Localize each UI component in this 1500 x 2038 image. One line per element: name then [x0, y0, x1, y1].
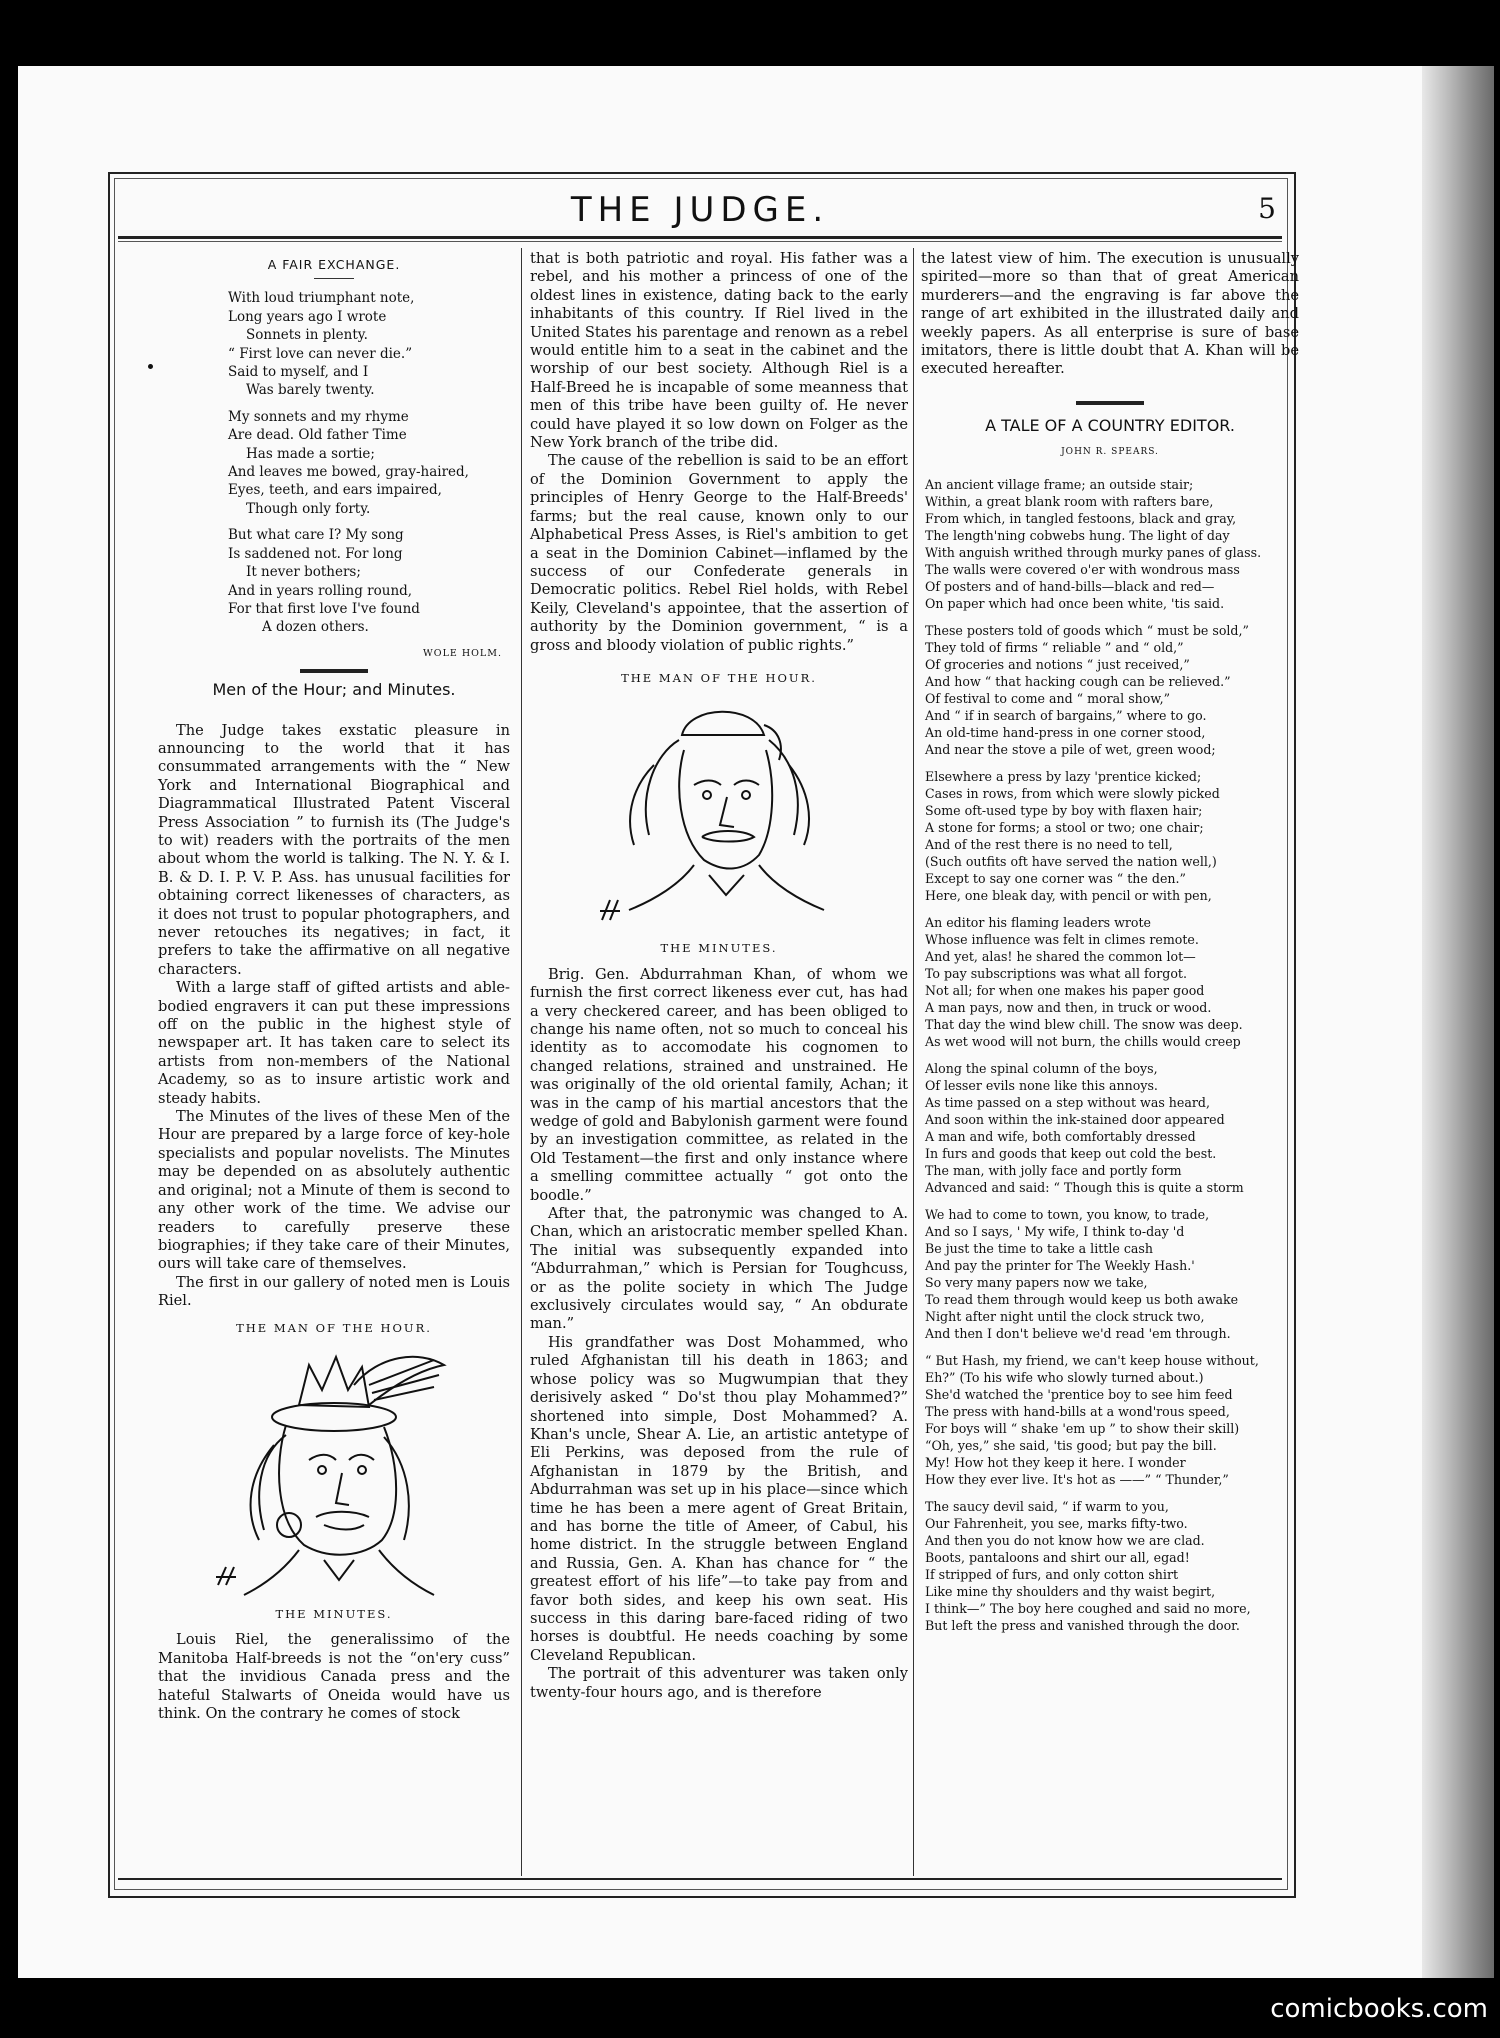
poem-line: And near the stove a pile of wet, green wood; [925, 741, 1216, 757]
poem-line: If stripped of furs, and only cotton shirt [925, 1566, 1179, 1582]
poem-line: The length'ning cobwebs hung. The light of day [925, 527, 1230, 543]
article-paragraph: Louis Riel, the generalissimo of the Manitoba Half-breeds is not the “on'ery cuss” that the invidious Canada press and the hateful Stalwarts of Oneida would have us think. On the contrary he comes of stock [158, 1631, 510, 1722]
poem-line: And leaves me bowed, gray-haired, [228, 464, 469, 481]
poem-line: But left the press and vanished through the door. [925, 1617, 1240, 1633]
article-paragraph: With a large staff of gifted artists and able-bodied engravers it can put these impressions off on the public in the highest style of newspaper art. It has taken care to select its artists from non-members of the National Academy, so as to insure artistic work and steady habits. [158, 979, 510, 1107]
poem-line: Was barely twenty. [246, 382, 375, 399]
poem-line: With anguish writhed through murky panes of glass. [925, 544, 1262, 560]
masthead-title: THE JUDGE. [570, 190, 830, 230]
poem-line: Eyes, teeth, and ears impaired, [228, 482, 442, 499]
poem-line: On paper which had once been white, 'tis said. [925, 595, 1225, 611]
article-paragraph: the latest view of him. The execution is unusually spirited—more so than that of great American murderers—and the engraving is far above the range of art exhibited in the illustrated daily and weekly papers. As all enterprise is sure of base imitators, there is little doubt that A. Khan will be executed hereafter. [921, 250, 1299, 378]
poem-line: And then I don't believe we'd read 'em through. [925, 1325, 1231, 1341]
poem-line: Along the spinal column of the boys, [925, 1060, 1158, 1076]
poem-line: Sonnets in plenty. [246, 327, 368, 344]
poem-line: To read them through would keep us both awake [925, 1291, 1239, 1307]
poem-line: Though only forty. [246, 500, 371, 517]
poem-line: For that first love I've found [228, 600, 420, 617]
poem-signature: WOLE HOLM. [423, 647, 502, 659]
poem-line: Here, one bleak day, with pencil or with pen, [925, 887, 1212, 903]
column-rule-1 [521, 248, 522, 1876]
poem-line: Of posters and of hand-bills—black and red— [925, 578, 1215, 594]
poem-line: An ancient village frame; an outside stair; [925, 476, 1194, 492]
article-paragraph: After that, the patronymic was changed to A. Chan, which an aristocratic member spelled Khan. The initial was subsequently expanded into “Abdurrahman,” which is Persian for Toughcuss, or as the polite society in which The Judge exclusively circulates would say, “ An obdurate man.” [530, 1205, 908, 1333]
poem-line: Night after night until the clock struck two, [925, 1308, 1205, 1324]
poem-line: A dozen others. [262, 619, 369, 636]
headline-men-of-the-hour: Men of the Hour; and Minutes. [212, 680, 456, 700]
poem-line: Like mine thy shoulders and thy waist begirt, [925, 1583, 1216, 1599]
masthead-rule [118, 236, 1282, 239]
poem-line: As wet wood will not burn, the chills would creep [925, 1033, 1241, 1049]
poem-line: From which, in tangled festoons, black and gray, [925, 510, 1237, 526]
poem-line: They told of firms “ reliable ” and “ old,” [925, 639, 1184, 655]
poem-line: Is saddened not. For long [228, 545, 403, 562]
column-1 [158, 250, 510, 1723]
article-paragraph: that is both patriotic and royal. His father was a rebel, and his mother a princess of one of the oldest lines in existence, dating back to the early inhabitants of this country. If Riel lived in the United States his parentage and renown as a rebel would entitle him to a seat in the cabinet and the worship of our best society. Although Riel is a Half-Breed he is incapable of some meanness that men of this tribe have been guilty of. He never could have played it so low down on Folger as the New York branch of the tribe did. [530, 250, 908, 452]
poem-line: A man and wife, both comfortably dressed [925, 1128, 1196, 1144]
poem-line: Elsewhere a press by lazy 'prentice kicked; [925, 768, 1202, 784]
poem-line: My sonnets and my rhyme [228, 408, 409, 425]
poem-line: And “ if in search of bargains,” where to go. [925, 707, 1207, 723]
poem-line: An old-time hand-press in one corner stood, [925, 724, 1206, 740]
poem-line: And in years rolling round, [228, 582, 413, 599]
book-binding [1422, 66, 1494, 1978]
poem-line: For boys will “ shake 'em up ” to show their skill) [925, 1420, 1240, 1436]
bottom-rule [118, 1878, 1282, 1880]
poem-line: Of festival to come and “ moral show,” [925, 690, 1171, 706]
poem-line: That day the wind blew chill. The snow was deep. [925, 1016, 1243, 1032]
poem-line: I think—” The boy here coughed and said no more, [925, 1600, 1251, 1616]
poem-line: To pay subscriptions was what all forgot. [925, 965, 1187, 981]
riel-caricature [204, 1345, 464, 1597]
poem-line: And of the rest there is no need to tell, [925, 836, 1173, 852]
section-rule [300, 669, 368, 673]
poem-line: The walls were covered o'er with wondrous mass [925, 561, 1240, 577]
poem-line: My! How hot they keep it here. I wonder [925, 1454, 1186, 1470]
poem-line: (Such outfits oft have served the nation well,) [925, 853, 1217, 869]
poem-line: A man pays, now and then, in truck or wood. [925, 999, 1212, 1015]
article-paragraph: The Judge takes exstatic pleasure in announcing to the world that it has consummated arrangements with the “ New York and International Biographical and Diagrammatical Illustrated Patent Visceral Press Association ” to furnish its (The Judge's to wit) readers with the portraits of the men about whom the world is talking. The N. Y. & I. B. & D. I. P. V. P. Ass. has unusual facilities for obtaining correct likenesses of characters, as it does not trust to popular photographers, and never retouches its negatives; in fact, it prefers to take the affirmative on all negative characters. [158, 721, 510, 978]
caption-man-of-the-hour: THE MAN OF THE HOUR. [236, 1320, 432, 1335]
poem-line: Long years ago I wrote [228, 308, 387, 325]
poem-line: The saucy devil said, “ if warm to you, [925, 1498, 1169, 1514]
article-paragraph: The cause of the rebellion is said to be an effort of the Dominion Government to apply the principles of Henry George to the Half-Breeds' farms; but the real cause, known only to our Alphabetical Press Asses, is Riel's ambition to get a seat in the Dominion Cabinet—inflamed by the success of our Confederate generals in Democratic politics. Rebel Riel holds, with Rebel Keily, Cleveland's appointee, that the assertion of authority by the Dominion government, “ is a gross and bloody violation of public rights.” [530, 452, 908, 654]
poem-line: Said to myself, and I [228, 364, 369, 381]
poem-line: An editor his flaming leaders wrote [925, 914, 1151, 930]
poem-line: Be just the time to take a little cash [925, 1240, 1153, 1256]
poem-line: And so I says, ' My wife, I think to-day 'd [925, 1223, 1185, 1239]
column-2 [530, 250, 908, 1702]
caption-man-of-the-hour: THE MAN OF THE HOUR. [621, 670, 817, 685]
masthead [114, 186, 1286, 234]
poem-line: With loud triumphant note, [228, 290, 415, 307]
fez-icon [682, 712, 764, 735]
poem-line: Boots, pantaloons and shirt our all, egad! [925, 1549, 1190, 1565]
poem-line: And then you do not know how we are clad. [925, 1532, 1205, 1548]
poem-line: And soon within the ink-stained door appeared [925, 1111, 1225, 1127]
poem-fair-exchange [228, 289, 510, 636]
poem-title-fair-exchange: A FAIR EXCHANGE. [267, 257, 401, 272]
poem-title-country-editor: A TALE OF A COUNTRY EDITOR. [985, 415, 1235, 435]
caption-the-minutes: THE MINUTES. [275, 1606, 393, 1621]
poem-line: Advanced and said: “ Though this is quite a storm [925, 1179, 1244, 1195]
poem-line: Of groceries and notions “ just received,” [925, 656, 1190, 672]
poem-line: Eh?” (To his wife who slowly turned about.) [925, 1369, 1204, 1385]
poem-line: Not all; for when one makes his paper good [925, 982, 1205, 998]
article-paragraph: The portrait of this adventurer was taken only twenty-four hours ago, and is therefore [530, 1665, 908, 1701]
poem-line: And pay the printer for The Weekly Hash.' [925, 1257, 1195, 1273]
poem-line: “ But Hash, my friend, we can't keep house without, [925, 1352, 1259, 1368]
poem-line: So very many papers now we take, [925, 1274, 1148, 1290]
poem-line: Our Fahrenheit, you see, marks fifty-two. [925, 1515, 1188, 1531]
article-paragraph: The first in our gallery of noted men is Louis Riel. [158, 1273, 510, 1310]
poem-line: But what care I? My song [228, 527, 404, 544]
poem-line: Has made a sortie; [246, 445, 375, 462]
poem-line: We had to come to town, you know, to trade, [925, 1206, 1210, 1222]
poem-line: Except to say one corner was “ the den.” [925, 870, 1186, 886]
caption-the-minutes: THE MINUTES. [660, 941, 778, 956]
poem-line: “Oh, yes,” she said, 'tis good; but pay the bill. [925, 1437, 1217, 1453]
poem-line: And yet, alas! he shared the common lot— [925, 948, 1196, 964]
poem-line: She'd watched the 'prentice boy to see him feed [925, 1386, 1233, 1402]
khan-caricature [594, 695, 844, 931]
poem-line: A stone for forms; a stool or two; one chair; [925, 819, 1204, 835]
crown-icon [299, 1357, 369, 1407]
poem-line: Within, a great blank room with rafters bare, [925, 493, 1214, 509]
column-3 [921, 250, 1299, 1644]
column-rule-2 [913, 248, 914, 1876]
section-rule [1076, 401, 1144, 405]
stray-mark [148, 364, 153, 369]
poem-line: Of lesser evils none like this annoys. [925, 1077, 1158, 1093]
poem-byline: JOHN R. SPEARS. [1061, 447, 1159, 458]
page-number: 5 [1258, 192, 1276, 225]
poem-line: Cases in rows, from which were slowly picked [925, 785, 1220, 801]
poem-line: The press with hand-bills at a wond'rous speed, [925, 1403, 1230, 1419]
poem-line: Are dead. Old father Time [228, 427, 407, 444]
poem-line: Whose influence was felt in climes remote. [925, 931, 1199, 947]
poem-line: These posters told of goods which “ must be sold,” [925, 622, 1249, 638]
poem-line: “ First love can never die.” [228, 345, 413, 362]
poem-line: And how “ that hacking cough can be relieved.” [925, 673, 1231, 689]
poem-country-editor [925, 476, 1299, 1634]
poem-line: Some oft-used type by boy with flaxen hair; [925, 802, 1203, 818]
poem-line: It never bothers; [246, 564, 361, 581]
poem-line: How they ever live. It's hot as ——” “ Thunder,” [925, 1471, 1229, 1487]
article-paragraph: Brig. Gen. Abdurrahman Khan, of whom we furnish the first correct likeness ever cut, has had a very checkered career, and has been obliged to change his name often, not so much to conceal his identity as to accomodate his cognomen to changed relations, strained and unstrained. He was originally of the old oriental family, Achan; it was in the camp of his martial ancestors that the wedge of gold and Babylonish garment were found by an investigation committee, as related in the Old Testament—the first and only instance where a smelling committee actually “ got onto the boodle.” [530, 965, 908, 1204]
masthead-rule-thin [118, 241, 1282, 242]
title-rule [314, 278, 354, 279]
site-watermark: comicbooks.com [1270, 1994, 1488, 2024]
poem-line: In furs and goods that keep out cold the best. [925, 1145, 1217, 1161]
article-paragraph: His grandfather was Dost Mohammed, who ruled Afghanistan till his death in 1863; and whose policy was so Mugwumpian that they derisively asked “ Do'st thou play Mohammed?” shortened into simple, Dost Mohammed? A. Khan's uncle, Shear A. Lie, an artistic antetype of Eli Perkins, was deposed from the rule of Afghanistan in 1879 by the British, and Abdurrahman was set up in his place—since which time he has been a mere agent of Great Britain, and has borne the title of Ameer, of Cabul, his home district. In the struggle between England and Russia, Gen. A. Khan has chance for “ the greatest effort of his life”—to take pay from and favor both sides, and keep his own seat. His success in this daring bare-faced riding of two horses is doubtful. He needs coaching by some Cleveland Republican. [530, 1333, 908, 1664]
poem-line: The man, with jolly face and portly form [925, 1162, 1182, 1178]
poem-line: As time passed on a step without was heard, [925, 1094, 1210, 1110]
article-paragraph: The Minutes of the lives of these Men of the Hour are prepared by a large force of key-hole specialists and popular novelists. The Minutes may be depended on as absolutely authentic and original; not a Minute of them is second to any other work of the time. We advise our readers to carefully preserve these biographies; if they take care of their Minutes, ours will take care of themselves. [158, 1108, 510, 1273]
